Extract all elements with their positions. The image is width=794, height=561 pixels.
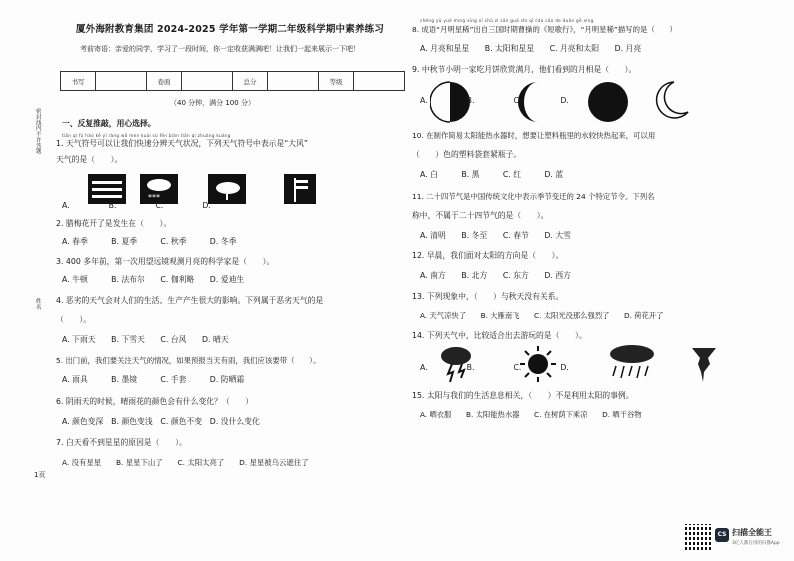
question-4-line1: 4. 恶劣的天气会对人们的生活、生产产生很大的影响。下列属于恶劣天气的是 xyxy=(56,296,324,305)
question-2: 2. 腊梅花开了是发生在（ ）。 xyxy=(56,219,172,228)
question-7-options: A. 没有星星 B. 星星下山了 C. 太阳太亮了 D. 星星被乌云遮住了 xyxy=(62,458,309,467)
svg-text:***: *** xyxy=(148,193,160,202)
scanner-brand-slogan: 3亿人都在用的扫描App xyxy=(732,541,780,546)
question-5: 5. 出门前，我们要关注天气的情况，如果预报当天有雨，我们应该要带（ ）。 xyxy=(56,356,321,365)
question-1-options: A. B. C. D. xyxy=(62,201,211,210)
full-moon-option-icon xyxy=(588,82,628,122)
question-15-options: A. 晒衣服 B. 太阳能热水器 C. 在树荫下乘凉 D. 晒干谷物 xyxy=(420,410,642,419)
margin-seal-text: 密封线内不许答题 xyxy=(36,109,42,156)
question-11-options: A. 清明 B. 冬至 C. 春节 D. 大雪 xyxy=(420,231,571,240)
question-7: 7. 白天看不到星星的原因是（ ）。 xyxy=(56,438,187,447)
question-1-line1: 1. 天气符号可以让我们快速分辨天气状况，下列天气符号中表示是“大风” xyxy=(56,139,308,148)
tornado-option-icon xyxy=(692,348,716,382)
qr-code-overlay xyxy=(685,524,711,550)
score-cell-label: 书写 xyxy=(61,72,96,91)
score-cell-value xyxy=(354,72,405,91)
question-12-options: A. 南方 B. 北方 C. 东方 D. 西方 xyxy=(420,271,571,280)
hail-storm-option-icon xyxy=(610,345,654,378)
question-11-line1: 11. 二十四节气是中国传统文化中表示季节变迁的 24 个特定节令。下列名 xyxy=(412,192,655,201)
score-cell-label: 等级 xyxy=(319,72,354,91)
cloudy-symbol-icon xyxy=(208,174,246,204)
question-1-line2: 天气的是（ ）。 xyxy=(56,155,123,164)
question-8: 8. 成语“月明星稀”出自三国时期曹操的《短歌行》，“月明星稀”描写的是（ ） xyxy=(412,25,677,34)
score-cell-value xyxy=(96,72,147,91)
question-2-options: A. 春季 B. 夏季 C. 秋季 D. 冬季 xyxy=(62,237,237,246)
snow-symbol-icon xyxy=(140,174,178,204)
question-14-options: A. B. C. D. xyxy=(420,363,569,372)
score-cell-value xyxy=(182,72,233,91)
question-3: 3. 400 多年前，第一次用望远镜观测月亮的科学家是（ ）。 xyxy=(56,257,275,266)
question-6-options: A. 颜色变深 B. 颜色变浅 C. 颜色不变 D. 没什么变化 xyxy=(62,417,260,426)
score-cell-label: 总分 xyxy=(233,72,268,91)
flag-wind-symbol-icon xyxy=(284,174,316,204)
crescent-outline-option-icon xyxy=(657,82,688,118)
question-5-options: A. 雨具 B. 墨镜 C. 手套 D. 防晒霜 xyxy=(62,375,245,384)
question-12: 12. 早晨，我们面对太阳的方向是（ ）。 xyxy=(412,251,564,260)
score-cell-label: 卷面 xyxy=(147,72,182,91)
margin-name-label: 姓名 xyxy=(36,299,42,311)
scanner-logo-icon: CS xyxy=(715,528,729,542)
question-3-options: A. 牛顿 B. 法布尔 C. 伽利略 D. 爱迪生 xyxy=(62,275,245,284)
question-15: 15. 太阳与我们的生活息息相关，（ ）不是利用太阳的事例。 xyxy=(412,391,634,400)
question-9-options: A. B. C. D. xyxy=(420,96,569,105)
pinyin-line: tiān qì fú hào kě yǐ ràng wǒ men kuài sù fēn biàn tiān qì zhuàng kuàng xyxy=(62,133,231,138)
question-10-options: A. 白 B. 黑 C. 红 D. 蓝 xyxy=(420,170,564,179)
score-cell-value xyxy=(268,72,319,91)
section-heading: 一、反复推敲，用心选择。 xyxy=(62,119,156,128)
scanner-brand-name: 扫描全能王 xyxy=(732,528,772,537)
question-9: 9. 中秋节小明一家吃月饼欣赏满月，他们看到的月相是（ ）。 xyxy=(412,65,637,74)
exam-title: 厦外海附教育集团 2024-2025 学年第一学期二年级科学期中素养练习 xyxy=(75,24,385,35)
score-table xyxy=(60,71,405,91)
strong-wind-symbol-icon xyxy=(88,174,126,204)
question-4-options: A. 下雨天 B. 下雪天 C. 台风 D. 晴天 xyxy=(62,335,229,344)
question-11-line2: 称中，不属于二十四节气的是（ ）。 xyxy=(412,211,549,220)
exam-notice: 考前寄语：亲爱的同学，学习了一段时间，你一定收获满满吧！让我们一起来展示一下吧！ xyxy=(80,45,360,53)
exam-duration: （40 分钟，满分 100 分） xyxy=(170,99,255,107)
question-10-line2: （ ）色的塑料袋套紧瓶子。 xyxy=(412,150,522,159)
question-8-options: A. 月亮和星星 B. 太阳和星星 C. 月亮和太阳 D. 月亮 xyxy=(420,44,642,53)
question-4-line2: （ ）。 xyxy=(56,315,92,324)
question-10-line1: 10. 在制作简易太阳能热水器时，想要让塑料瓶里的水较快热起来，可以用 xyxy=(412,131,656,140)
page-number: 1页 xyxy=(34,471,46,479)
question-13-options: A. 天气凉快了 B. 大雁南飞 C. 太阳光没那么强烈了 D. 荷花开了 xyxy=(420,311,664,320)
question-13: 13. 下列现象中，（ ）与秋天没有关系。 xyxy=(412,292,564,301)
question-6: 6. 阴雨天的时候，晴雨花的颜色会有什么变化？（ ） xyxy=(56,397,254,406)
pinyin-line: chéng yǔ yuè míng xīng xī chū zì sān guó shí qī cáo cāo de duǎn gē xíng xyxy=(420,18,594,23)
question-14: 14. 下列天气中，比较适合出去游玩的是（ ）。 xyxy=(412,331,587,340)
